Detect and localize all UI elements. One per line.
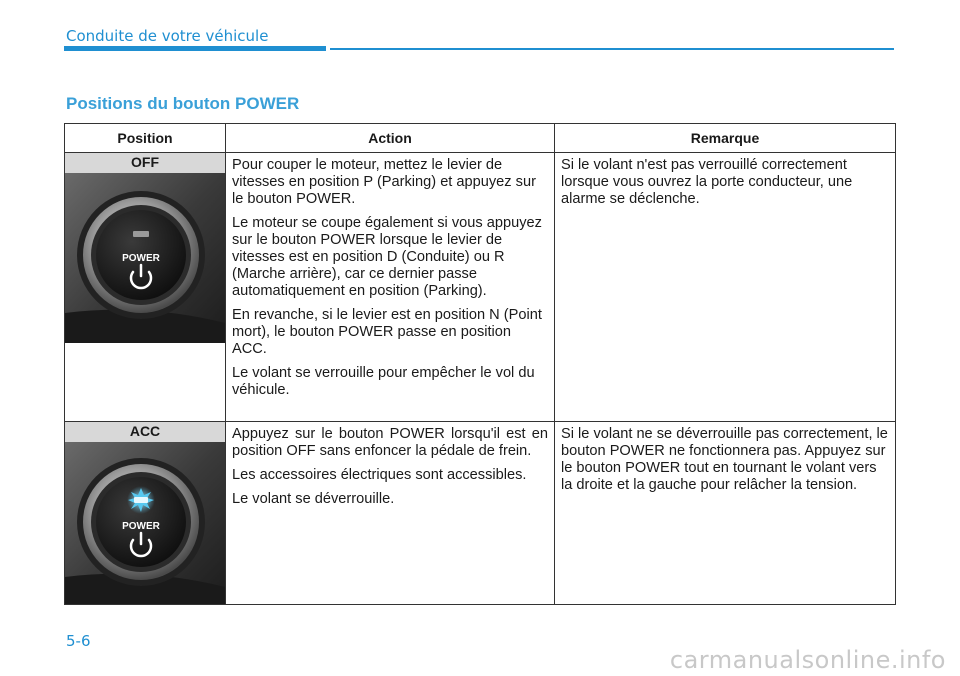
action-cell-acc: [226, 422, 555, 605]
power-button-label: POWER: [122, 253, 160, 264]
position-cell-off: [65, 153, 226, 422]
section-title: Positions du bouton POWER: [66, 94, 300, 113]
remark-cell-acc: [555, 422, 896, 605]
position-label-acc: ACC: [65, 422, 225, 442]
power-button-label: POWER: [122, 521, 160, 532]
table-header-row: [65, 124, 896, 153]
action-paragraph: Le moteur se coupe également si vous appuyez sur le bouton POWER lorsque le levier de vitesses est en position D (Conduite) ou R (Marche arrière), car ce dernier passe automatiquement en position (Parking).: [232, 215, 542, 299]
action-paragraph: En revanche, si le levier est en position N (Point mort), le bouton POWER passe en position ACC.: [232, 307, 542, 357]
position-cell-acc: [65, 422, 226, 605]
remark-cell-off: [555, 153, 896, 422]
power-button-off-image: [65, 173, 225, 343]
header-accent-bar: [64, 46, 326, 51]
action-paragraph: Les accessoires électriques sont accessibles.: [232, 467, 527, 483]
action-cell-off: [226, 153, 555, 422]
power-positions-table: [64, 123, 896, 605]
watermark: carmanualsonline.info: [669, 646, 946, 674]
column-header-remark: Remarque: [555, 124, 896, 153]
remark-text: Si le volant n'est pas verrouillé correctement lorsque vous ouvrez la porte conducteur, une alarme se déclenche.: [561, 157, 853, 207]
indicator-lamp-off: [133, 231, 149, 237]
action-paragraph: Appuyez sur le bouton POWER lorsqu'il est en position OFF sans enfoncer la pédale de frein.: [232, 426, 548, 459]
page-number: 5-6: [66, 632, 91, 650]
column-header-position: Position: [65, 124, 226, 153]
action-paragraph: Pour couper le moteur, mettez le levier de vitesses en position P (Parking) et appuyez sur le bouton POWER.: [232, 157, 536, 207]
indicator-lamp-on: [127, 486, 155, 514]
remark-text: Si le volant ne se déverrouille pas correctement, le bouton POWER ne fonctionnera pas. Appuyez sur le bouton POWER tout en tournant le volant vers la droite et la gauche pour relâcher la tension.: [561, 426, 888, 493]
header-rule: [330, 48, 894, 50]
action-paragraph: Le volant se déverrouille.: [232, 491, 395, 507]
chapter-title: Conduite de votre véhicule: [66, 27, 269, 45]
column-header-action: Action: [226, 124, 555, 153]
table-row-off: [65, 153, 896, 422]
action-paragraph: Le volant se verrouille pour empêcher le vol du véhicule.: [232, 365, 535, 398]
position-label-off: OFF: [65, 153, 225, 173]
power-button-acc-image: [65, 442, 225, 604]
table-row-acc: [65, 422, 896, 605]
